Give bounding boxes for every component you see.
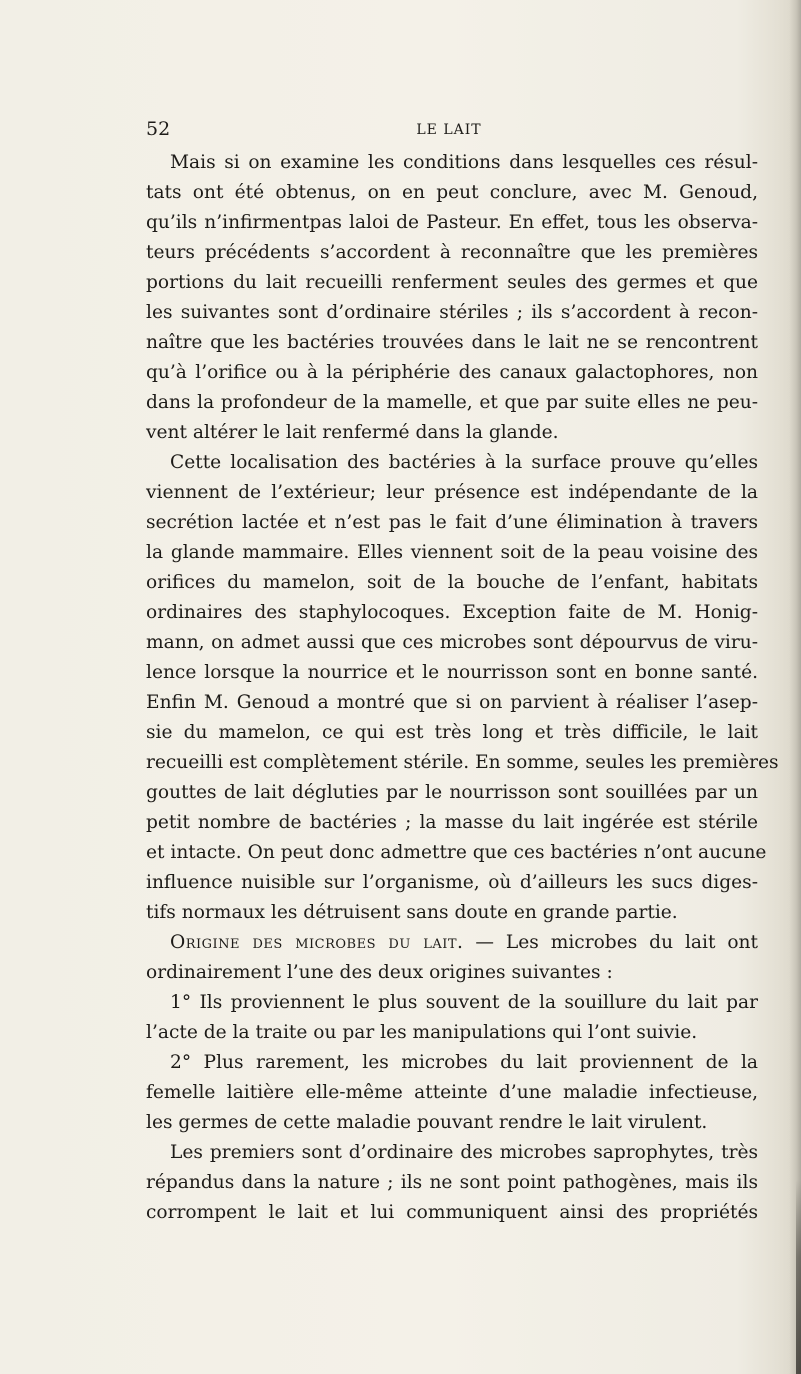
text-line: influence nuisible sur l’organisme, où d’ailleurs les sucs diges- xyxy=(146,872,758,893)
text-line: tifs normaux les détruisent sans doute en grande partie. xyxy=(146,902,678,923)
text-line xyxy=(146,928,758,958)
text-line: répandus dans la nature ; ils ne sont point pathogènes, mais ils xyxy=(146,1172,758,1193)
text-line: portions du lait recueilli renferment seules des germes et que xyxy=(146,272,758,293)
text-line: dans la profondeur de la mamelle, et que par suite elles ne peu- xyxy=(146,392,758,413)
page-edge-binding xyxy=(796,1180,801,1374)
text-line: tats ont été obtenus, on en peut conclure, avec M. Genoud, xyxy=(146,182,758,203)
text-line: Enfin M. Genoud a montré que si on parvient à réaliser l’asep- xyxy=(146,692,758,713)
text-line: petit nombre de bactéries ; la masse du lait ingérée est stérile xyxy=(146,812,758,833)
text-line: la glande mammaire. Elles viennent soit de la peau voisine des xyxy=(146,542,758,563)
text-line: recueilli est complètement stérile. En somme, seules les premières xyxy=(146,752,779,773)
text-line: les germes de cette maladie pouvant rendre le lait virulent. xyxy=(146,1112,708,1133)
text-line: lence lorsque la nourrice et le nourrisson sont en bonne santé. xyxy=(146,662,758,683)
text-line: teurs précédents s’accordent à reconnaître que les premières xyxy=(146,242,758,263)
text-line: orifices du mamelon, soit de la bouche de l’enfant, habitats xyxy=(146,572,758,593)
text-line: Mais si on examine les conditions dans lesquelles ces résul- xyxy=(170,152,758,173)
text-line: l’acte de la traite ou par les manipulations qui l’ont suivie. xyxy=(146,1022,698,1043)
page-edge-shadow xyxy=(789,0,801,1374)
text-line: femelle laitière elle-même atteinte d’une maladie infectieuse, xyxy=(146,1082,758,1103)
text-line: ordinairement l’une des deux origines suivantes : xyxy=(146,962,613,983)
text-line: mann, on admet aussi que ces microbes sont dépourvus de viru- xyxy=(146,632,758,653)
body-text xyxy=(146,148,779,1228)
text-line: secrétion lactée et n’est pas le fait d’une élimination à travers xyxy=(146,512,758,533)
text-line: vent altérer le lait renfermé dans la glande. xyxy=(146,422,559,443)
text-line: qu’ils n’infirmentpas laloi de Pasteur. En effet, tous les observa- xyxy=(146,212,758,233)
text-line: qu’à l’orifice ou à la périphérie des canaux galactophores, non xyxy=(146,362,758,383)
text-line: Les premiers sont d’ordinaire des microbes saprophytes, très xyxy=(170,1142,758,1163)
text-line: 2° Plus rarement, les microbes du lait proviennent de la xyxy=(170,1052,758,1073)
text-line: gouttes de lait dégluties par le nourrisson sont souillées par un xyxy=(146,782,758,803)
text-line: Cette localisation des bactéries à la surface prouve qu’elles xyxy=(170,452,758,473)
text-line: sie du mamelon, ce qui est très long et très difficile, le lait xyxy=(146,722,758,743)
text-line: ordinaires des staphylocoques. Exception faite de M. Honig- xyxy=(146,602,758,623)
text-line: viennent de l’extérieur; leur présence est indépendante de la xyxy=(146,482,758,503)
text-line: 1° Ils proviennent le plus souvent de la souillure du lait par xyxy=(170,992,758,1013)
text-line: naître que les bactéries trouvées dans le lait ne se rencontrent xyxy=(146,332,758,353)
text-line: et intacte. On peut donc admettre que ces bactéries n’ont aucune xyxy=(146,842,767,863)
page-header xyxy=(146,118,752,140)
text-line-content: — Les microbes du lait ont xyxy=(475,932,758,953)
page-number: 52 xyxy=(146,118,171,140)
section-heading: Origine des microbes du lait. xyxy=(170,932,464,953)
running-title: LE LAIT xyxy=(416,122,482,138)
text-line: corrompent le lait et lui communiquent ainsi des propriétés xyxy=(146,1202,758,1223)
text-line: les suivantes sont d’ordinaire stériles ; ils s’accordent à recon- xyxy=(146,302,758,323)
